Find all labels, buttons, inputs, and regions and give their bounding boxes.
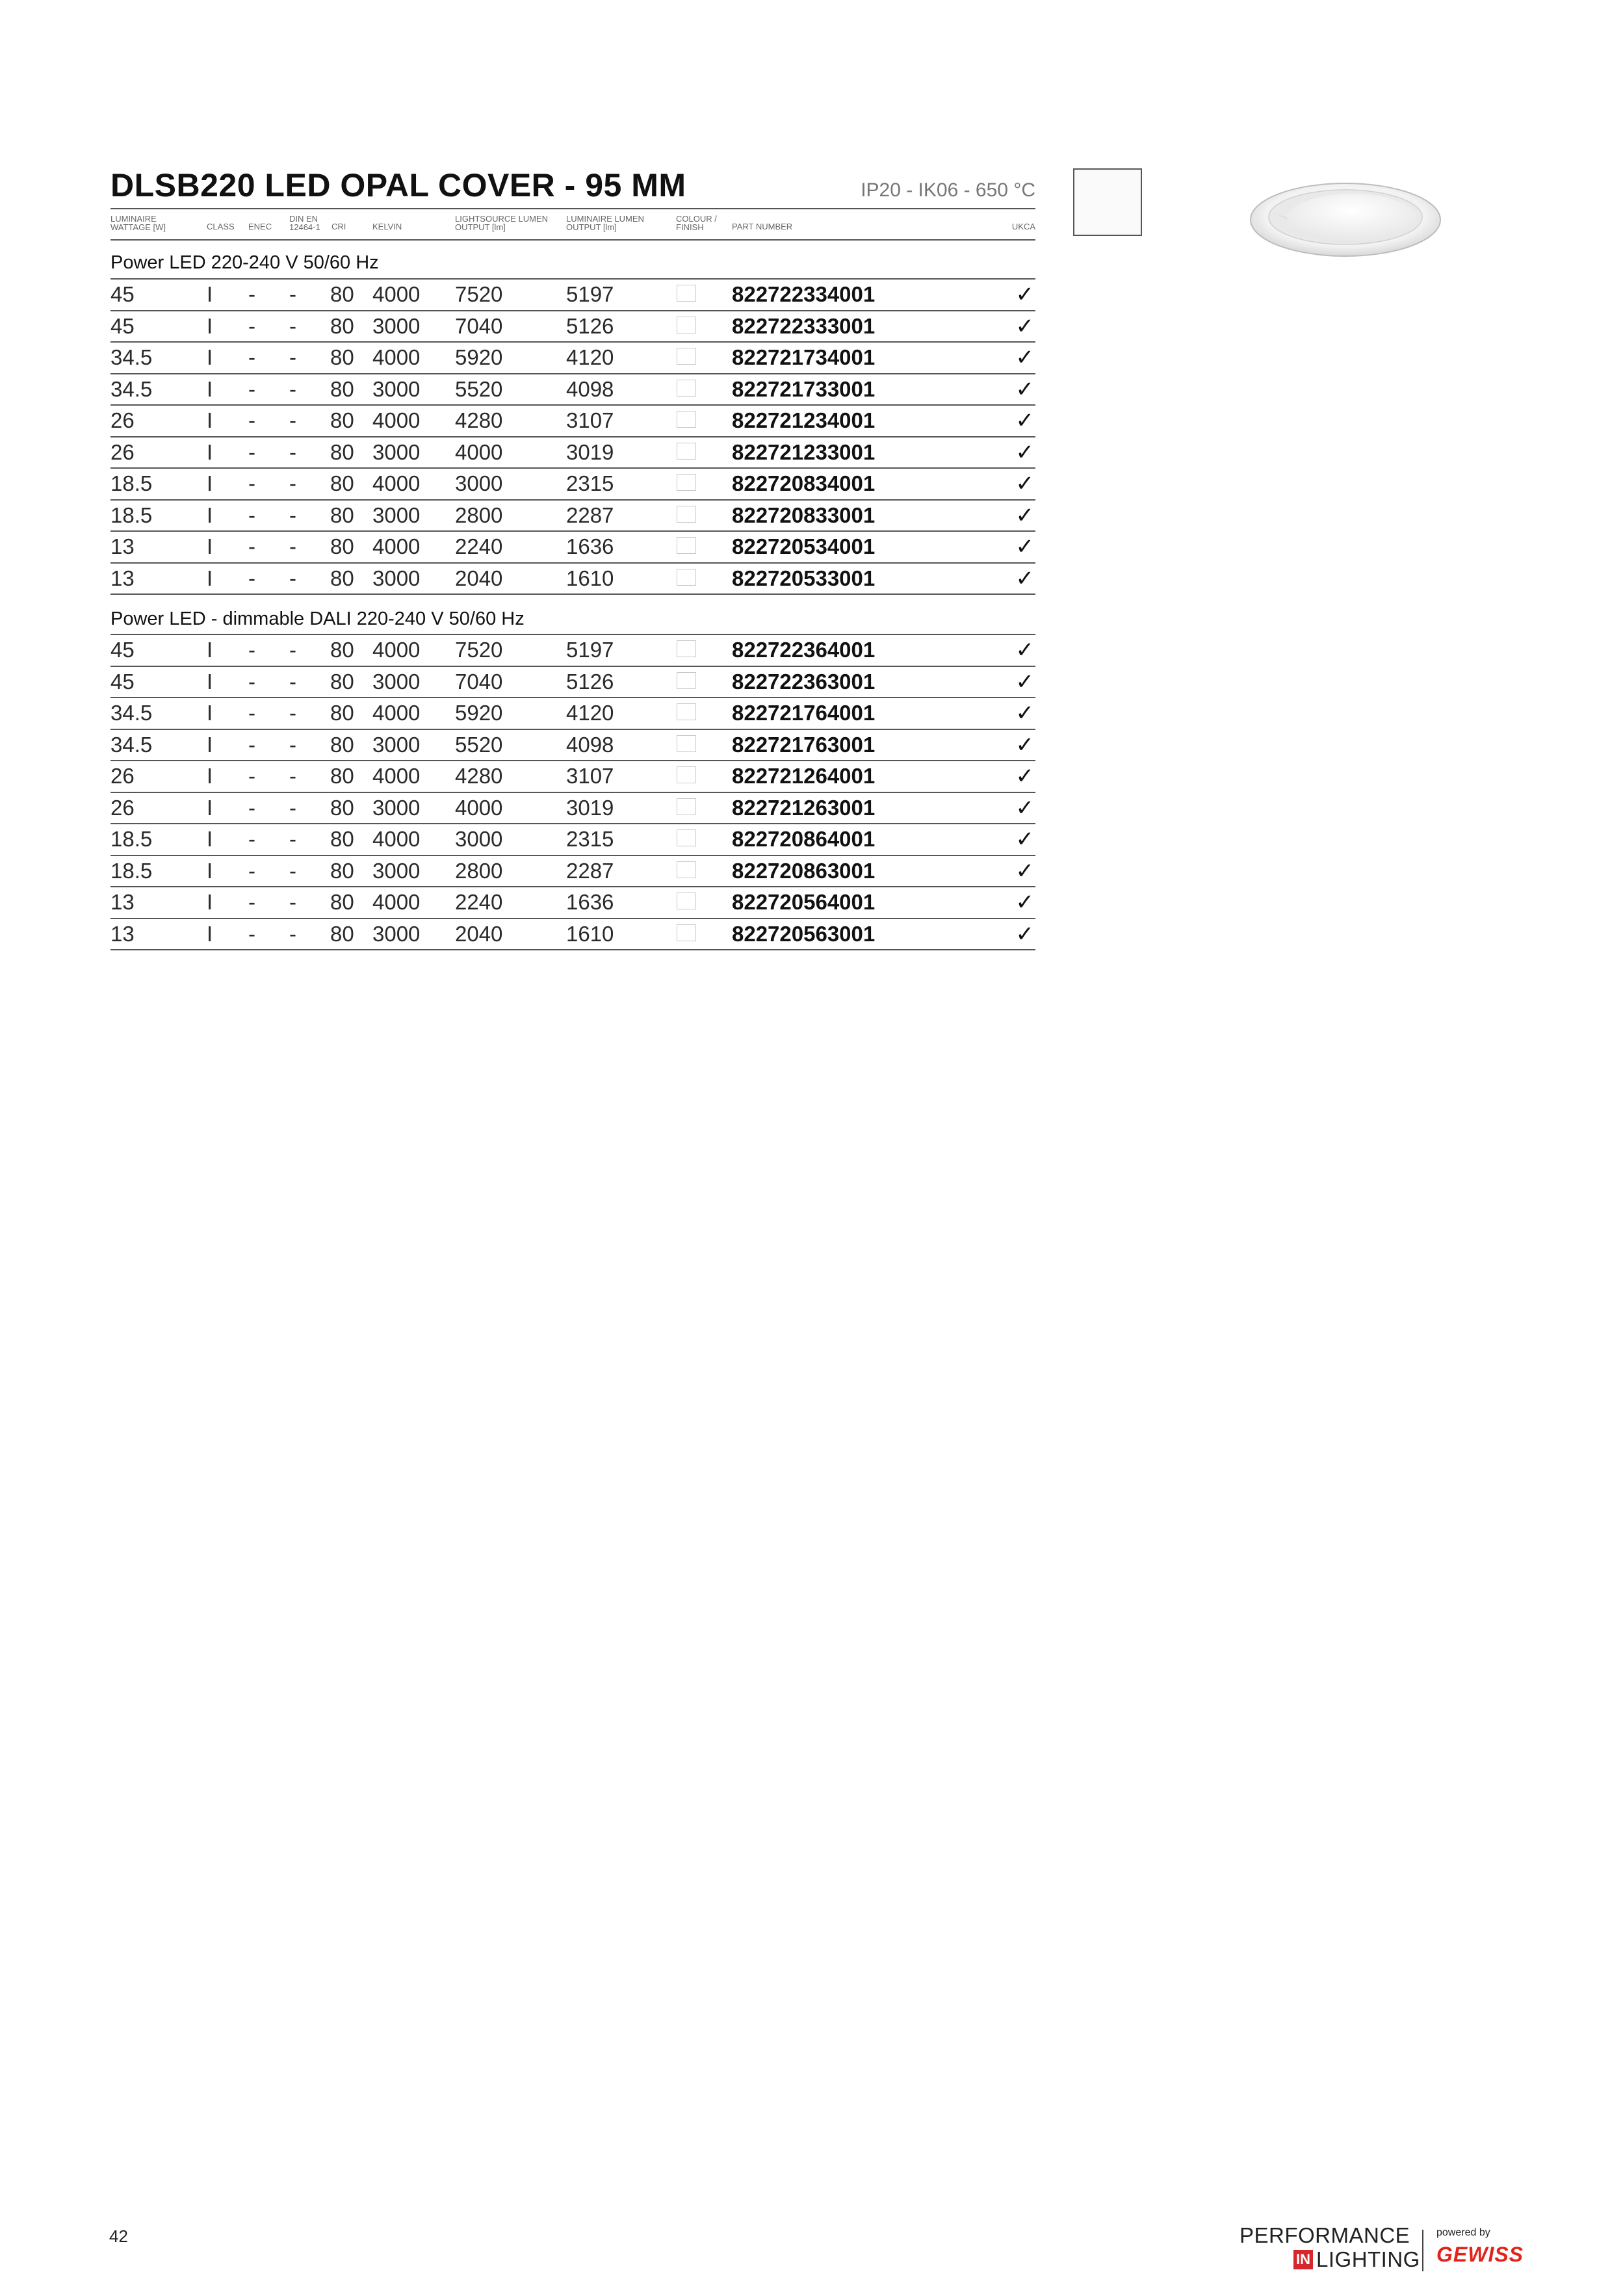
cell-cls: I — [207, 795, 213, 820]
cell-watt: 13 — [110, 534, 135, 559]
header-colour-line2: FINISH — [676, 222, 704, 232]
cell-watt: 18.5 — [110, 858, 153, 883]
cell-enec: - — [248, 669, 255, 694]
cell-ls: 2040 — [455, 566, 503, 590]
cell-cls: I — [207, 345, 213, 370]
cell-part-number: 822721233001 — [732, 439, 876, 464]
header-din-line1: DIN EN — [289, 214, 318, 224]
cell-part-number: 822721263001 — [732, 795, 876, 820]
cell-watt: 34.5 — [110, 732, 153, 757]
colour-finish-swatch — [677, 798, 696, 815]
cell-part-number: 822720564001 — [732, 890, 876, 915]
ukca-check-icon: ✓ — [1015, 858, 1034, 883]
cell-part-number: 822720563001 — [732, 921, 876, 946]
header-ls-line2: OUTPUT [lm] — [455, 222, 506, 232]
cell-watt: 34.5 — [110, 701, 153, 725]
cell-ls: 4000 — [455, 439, 503, 464]
cell-lum: 4120 — [566, 701, 614, 725]
cell-lum: 3107 — [566, 408, 614, 433]
cell-cls: I — [207, 502, 213, 527]
table-row — [110, 280, 1035, 311]
colour-finish-swatch — [677, 861, 696, 878]
cell-part-number: 822721733001 — [732, 376, 876, 401]
cell-watt: 45 — [110, 638, 135, 662]
cell-part-number: 822722363001 — [732, 669, 876, 694]
cell-lum: 4098 — [566, 732, 614, 757]
cell-cls: I — [207, 282, 213, 307]
ukca-check-icon: ✓ — [1015, 471, 1034, 497]
cell-kelvin: 3000 — [372, 313, 421, 338]
header-wattage-line2: WATTAGE [W] — [110, 222, 166, 232]
cell-ls: 7520 — [455, 638, 503, 662]
header-colour-finish — [676, 215, 717, 231]
cell-cri: 80 — [330, 795, 354, 820]
cell-kelvin: 4000 — [372, 534, 421, 559]
cell-cri: 80 — [330, 282, 354, 307]
cell-ls: 2040 — [455, 921, 503, 946]
ukca-check-icon: ✓ — [1015, 701, 1034, 726]
ukca-check-icon: ✓ — [1015, 827, 1034, 852]
cell-cri: 80 — [330, 827, 354, 852]
cell-din: - — [289, 638, 296, 662]
cell-enec: - — [248, 827, 255, 852]
cell-ls: 5520 — [455, 732, 503, 757]
cell-lum: 2287 — [566, 858, 614, 883]
cell-lum: 2315 — [566, 827, 614, 852]
cell-part-number: 822720864001 — [732, 827, 876, 852]
cell-din: - — [289, 502, 296, 527]
gewiss-logo: GEWISS — [1436, 2243, 1524, 2266]
ukca-check-icon: ✓ — [1015, 669, 1034, 694]
cell-cri: 80 — [330, 408, 354, 433]
table-row — [110, 635, 1035, 667]
table-row — [110, 501, 1035, 532]
page-title: DLSB220 LED OPAL COVER - 95 MM — [110, 167, 686, 203]
cell-ls: 3000 — [455, 471, 503, 496]
colour-finish-swatch — [677, 411, 696, 428]
cell-part-number: 822721764001 — [732, 701, 876, 725]
cell-kelvin: 3000 — [372, 502, 421, 527]
colour-finish-swatch — [677, 506, 696, 523]
cell-lum: 1610 — [566, 566, 614, 590]
table-row — [110, 887, 1035, 919]
ukca-check-icon: ✓ — [1015, 345, 1034, 371]
ukca-check-icon: ✓ — [1015, 566, 1034, 591]
cell-ls: 2240 — [455, 890, 503, 915]
ukca-check-icon: ✓ — [1015, 732, 1034, 757]
cell-cri: 80 — [330, 376, 354, 401]
colour-finish-swatch — [677, 569, 696, 586]
cell-kelvin: 4000 — [372, 282, 421, 307]
ukca-check-icon: ✓ — [1015, 795, 1034, 820]
cell-lum: 5126 — [566, 313, 614, 338]
cell-cri: 80 — [330, 345, 354, 370]
cell-cri: 80 — [330, 669, 354, 694]
cell-kelvin: 3000 — [372, 921, 421, 946]
table-row — [110, 469, 1035, 501]
cell-enec: - — [248, 471, 255, 496]
cell-lum: 4098 — [566, 376, 614, 401]
cell-cri: 80 — [330, 502, 354, 527]
cell-cls: I — [207, 669, 213, 694]
cell-enec: - — [248, 890, 255, 915]
cell-din: - — [289, 534, 296, 559]
cell-part-number: 822720833001 — [732, 502, 876, 527]
table-row — [110, 856, 1035, 888]
cell-cri: 80 — [330, 732, 354, 757]
protection-rating: IP20 - IK06 - 650 °C — [861, 179, 1035, 201]
cell-kelvin: 3000 — [372, 732, 421, 757]
cell-din: - — [289, 858, 296, 883]
cell-din: - — [289, 669, 296, 694]
cell-ls: 5920 — [455, 701, 503, 725]
table-body — [110, 241, 1035, 950]
colour-finish-swatch — [677, 703, 696, 720]
cell-cls: I — [207, 566, 213, 590]
logo-divider — [1422, 2230, 1423, 2271]
ukca-check-icon: ✓ — [1015, 376, 1034, 402]
header-part-number: PART NUMBER — [732, 222, 793, 231]
header-lum-line2: OUTPUT [lm] — [566, 222, 617, 232]
cell-cls: I — [207, 439, 213, 464]
cell-watt: 34.5 — [110, 345, 153, 370]
ukca-check-icon: ✓ — [1015, 439, 1034, 465]
colour-finish-swatch — [677, 640, 696, 657]
cell-cri: 80 — [330, 858, 354, 883]
cell-lum: 5197 — [566, 282, 614, 307]
cell-din: - — [289, 921, 296, 946]
cell-kelvin: 4000 — [372, 408, 421, 433]
table-header — [110, 209, 1035, 241]
cell-cri: 80 — [330, 566, 354, 590]
cell-kelvin: 3000 — [372, 566, 421, 590]
group-title: Power LED - dimmable DALI 220-240 V 50/60 Hz — [110, 595, 1035, 635]
cell-enec: - — [248, 795, 255, 820]
cell-lum: 4120 — [566, 345, 614, 370]
cell-ls: 5520 — [455, 376, 503, 401]
cell-cls: I — [207, 534, 213, 559]
cell-lum: 5126 — [566, 669, 614, 694]
table-row — [110, 374, 1035, 406]
cell-cls: I — [207, 313, 213, 338]
cell-enec: - — [248, 408, 255, 433]
header-ukca: UKCA — [1011, 222, 1035, 231]
cell-cri: 80 — [330, 471, 354, 496]
cell-enec: - — [248, 701, 255, 725]
colour-finish-swatch — [677, 672, 696, 689]
cell-enec: - — [248, 502, 255, 527]
cell-part-number: 822721734001 — [732, 345, 876, 370]
cell-din: - — [289, 827, 296, 852]
cell-kelvin: 4000 — [372, 701, 421, 725]
cell-ls: 7040 — [455, 313, 503, 338]
page-number: 42 — [109, 2226, 128, 2246]
cell-ls: 7040 — [455, 669, 503, 694]
cell-cls: I — [207, 921, 213, 946]
cell-watt: 26 — [110, 764, 135, 789]
cell-part-number: 822721264001 — [732, 764, 876, 789]
colour-finish-swatch — [677, 537, 696, 554]
cell-enec: - — [248, 345, 255, 370]
cell-kelvin: 3000 — [372, 669, 421, 694]
cell-cri: 80 — [330, 313, 354, 338]
logo-in-badge: IN — [1293, 2250, 1313, 2269]
cell-enec: - — [248, 921, 255, 946]
cell-watt: 26 — [110, 408, 135, 433]
cell-part-number: 822720863001 — [732, 858, 876, 883]
cell-din: - — [289, 408, 296, 433]
colour-finish-swatch — [677, 766, 696, 783]
cell-din: - — [289, 439, 296, 464]
cell-enec: - — [248, 439, 255, 464]
cell-din: - — [289, 376, 296, 401]
cell-cri: 80 — [330, 534, 354, 559]
ukca-check-icon: ✓ — [1015, 502, 1034, 528]
cell-enec: - — [248, 732, 255, 757]
cell-part-number: 822720834001 — [732, 471, 876, 496]
cell-enec: - — [248, 282, 255, 307]
colour-finish-swatch — [677, 829, 696, 846]
colour-finish-swatch — [677, 735, 696, 752]
header-din-line2: 12464-1 — [289, 222, 320, 232]
cell-cls: I — [207, 471, 213, 496]
cell-part-number: 822721234001 — [732, 408, 876, 433]
cell-part-number: 822721763001 — [732, 732, 876, 757]
performance-in-lighting-logo — [1238, 2223, 1524, 2275]
cell-kelvin: 4000 — [372, 471, 421, 496]
cell-cls: I — [207, 890, 213, 915]
cell-cls: I — [207, 858, 213, 883]
header-din — [289, 215, 320, 231]
cell-watt: 18.5 — [110, 502, 153, 527]
cell-din: - — [289, 282, 296, 307]
header-lum-line1: LUMINAIRE LUMEN — [566, 214, 644, 224]
cell-watt: 18.5 — [110, 827, 153, 852]
cell-din: - — [289, 313, 296, 338]
cell-enec: - — [248, 534, 255, 559]
cell-cls: I — [207, 701, 213, 725]
cell-ls: 2800 — [455, 502, 503, 527]
ukca-check-icon: ✓ — [1015, 921, 1034, 946]
cell-din: - — [289, 764, 296, 789]
header-cri: CRI — [331, 222, 346, 231]
cell-cls: I — [207, 638, 213, 662]
cell-watt: 45 — [110, 669, 135, 694]
cell-ls: 4280 — [455, 764, 503, 789]
cell-enec: - — [248, 313, 255, 338]
cell-lum: 2315 — [566, 471, 614, 496]
colour-finish-swatch — [677, 474, 696, 491]
cell-cls: I — [207, 764, 213, 789]
cell-watt: 45 — [110, 282, 135, 307]
cell-kelvin: 3000 — [372, 376, 421, 401]
cell-lum: 3019 — [566, 439, 614, 464]
cell-cri: 80 — [330, 638, 354, 662]
cell-enec: - — [248, 566, 255, 590]
header-lightsource-lumen — [455, 215, 548, 231]
header-class: CLASS — [207, 222, 235, 231]
header-wattage-line1: LUMINAIRE — [110, 214, 157, 224]
ukca-check-icon: ✓ — [1015, 408, 1034, 434]
cell-watt: 13 — [110, 890, 135, 915]
cell-din: - — [289, 795, 296, 820]
logo-lighting-text: LIGHTING — [1316, 2247, 1420, 2271]
table-row — [110, 532, 1035, 564]
colour-finish-swatch — [677, 443, 696, 460]
product-image — [1248, 179, 1443, 264]
product-table — [110, 209, 1035, 950]
table-row — [110, 311, 1035, 343]
cell-enec: - — [248, 858, 255, 883]
cell-kelvin: 4000 — [372, 764, 421, 789]
table-row — [110, 406, 1035, 437]
header-kelvin: KELVIN — [372, 222, 402, 231]
cell-ls: 5920 — [455, 345, 503, 370]
cell-din: - — [289, 345, 296, 370]
cell-cls: I — [207, 408, 213, 433]
cell-cls: I — [207, 376, 213, 401]
table-row — [110, 564, 1035, 595]
ukca-check-icon: ✓ — [1015, 890, 1034, 915]
table-row — [110, 698, 1035, 730]
cell-watt: 13 — [110, 921, 135, 946]
cell-din: - — [289, 471, 296, 496]
cell-enec: - — [248, 764, 255, 789]
cell-kelvin: 3000 — [372, 439, 421, 464]
cell-ls: 2240 — [455, 534, 503, 559]
cell-cri: 80 — [330, 701, 354, 725]
cell-lum: 3019 — [566, 795, 614, 820]
cell-enec: - — [248, 376, 255, 401]
group-title: Power LED 220-240 V 50/60 Hz — [110, 241, 1035, 280]
colour-finish-swatch — [677, 348, 696, 365]
logo-powered-by-text: powered by — [1436, 2227, 1490, 2238]
cell-watt: 45 — [110, 313, 135, 338]
cell-kelvin: 4000 — [372, 827, 421, 852]
header-luminaire-lumen — [566, 215, 644, 231]
cell-cri: 80 — [330, 921, 354, 946]
cell-ls: 4000 — [455, 795, 503, 820]
cell-lum: 1636 — [566, 534, 614, 559]
cell-cri: 80 — [330, 890, 354, 915]
header-colour-line1: COLOUR / — [676, 214, 717, 224]
colour-finish-swatch — [677, 924, 696, 941]
cell-cri: 80 — [330, 439, 354, 464]
cell-kelvin: 3000 — [372, 795, 421, 820]
cell-watt: 13 — [110, 566, 135, 590]
colour-finish-swatch — [677, 893, 696, 909]
cell-ls: 4280 — [455, 408, 503, 433]
cell-kelvin: 3000 — [372, 858, 421, 883]
cell-part-number: 822722333001 — [732, 313, 876, 338]
table-row — [110, 730, 1035, 762]
header-ls-line1: LIGHTSOURCE LUMEN — [455, 214, 549, 224]
cell-kelvin: 4000 — [372, 638, 421, 662]
cell-din: - — [289, 732, 296, 757]
cell-lum: 2287 — [566, 502, 614, 527]
cell-cri: 80 — [330, 764, 354, 789]
cell-watt: 26 — [110, 439, 135, 464]
cell-kelvin: 4000 — [372, 890, 421, 915]
table-row — [110, 343, 1035, 374]
cell-part-number: 822722364001 — [732, 638, 876, 662]
ukca-check-icon: ✓ — [1015, 282, 1034, 307]
header-enec: ENEC — [248, 222, 272, 231]
cell-part-number: 822722334001 — [732, 282, 876, 307]
cell-ls: 3000 — [455, 827, 503, 852]
table-row — [110, 437, 1035, 469]
table-row — [110, 761, 1035, 793]
opal-colour-swatch — [1073, 168, 1142, 236]
colour-finish-swatch — [677, 285, 696, 302]
cell-din: - — [289, 566, 296, 590]
colour-finish-swatch — [677, 317, 696, 333]
cell-lum: 1610 — [566, 921, 614, 946]
ukca-check-icon: ✓ — [1015, 313, 1034, 339]
colour-finish-swatch — [677, 380, 696, 397]
cell-ls: 2800 — [455, 858, 503, 883]
cell-din: - — [289, 701, 296, 725]
cell-lum: 5197 — [566, 638, 614, 662]
table-row — [110, 793, 1035, 825]
cell-cls: I — [207, 827, 213, 852]
cell-enec: - — [248, 638, 255, 662]
header-wattage — [110, 215, 166, 231]
cell-lum: 3107 — [566, 764, 614, 789]
cell-part-number: 822720533001 — [732, 566, 876, 590]
cell-din: - — [289, 890, 296, 915]
cell-lum: 1636 — [566, 890, 614, 915]
ukca-check-icon: ✓ — [1015, 764, 1034, 789]
cell-part-number: 822720534001 — [732, 534, 876, 559]
logo-performance-text: PERFORMANCE — [1240, 2223, 1410, 2247]
cell-watt: 34.5 — [110, 376, 153, 401]
cell-watt: 26 — [110, 795, 135, 820]
ukca-check-icon: ✓ — [1015, 534, 1034, 560]
cell-kelvin: 4000 — [372, 345, 421, 370]
cell-watt: 18.5 — [110, 471, 153, 496]
cell-ls: 7520 — [455, 282, 503, 307]
table-row — [110, 667, 1035, 699]
table-row — [110, 824, 1035, 856]
table-row — [110, 919, 1035, 951]
ukca-check-icon: ✓ — [1015, 638, 1034, 663]
cell-cls: I — [207, 732, 213, 757]
